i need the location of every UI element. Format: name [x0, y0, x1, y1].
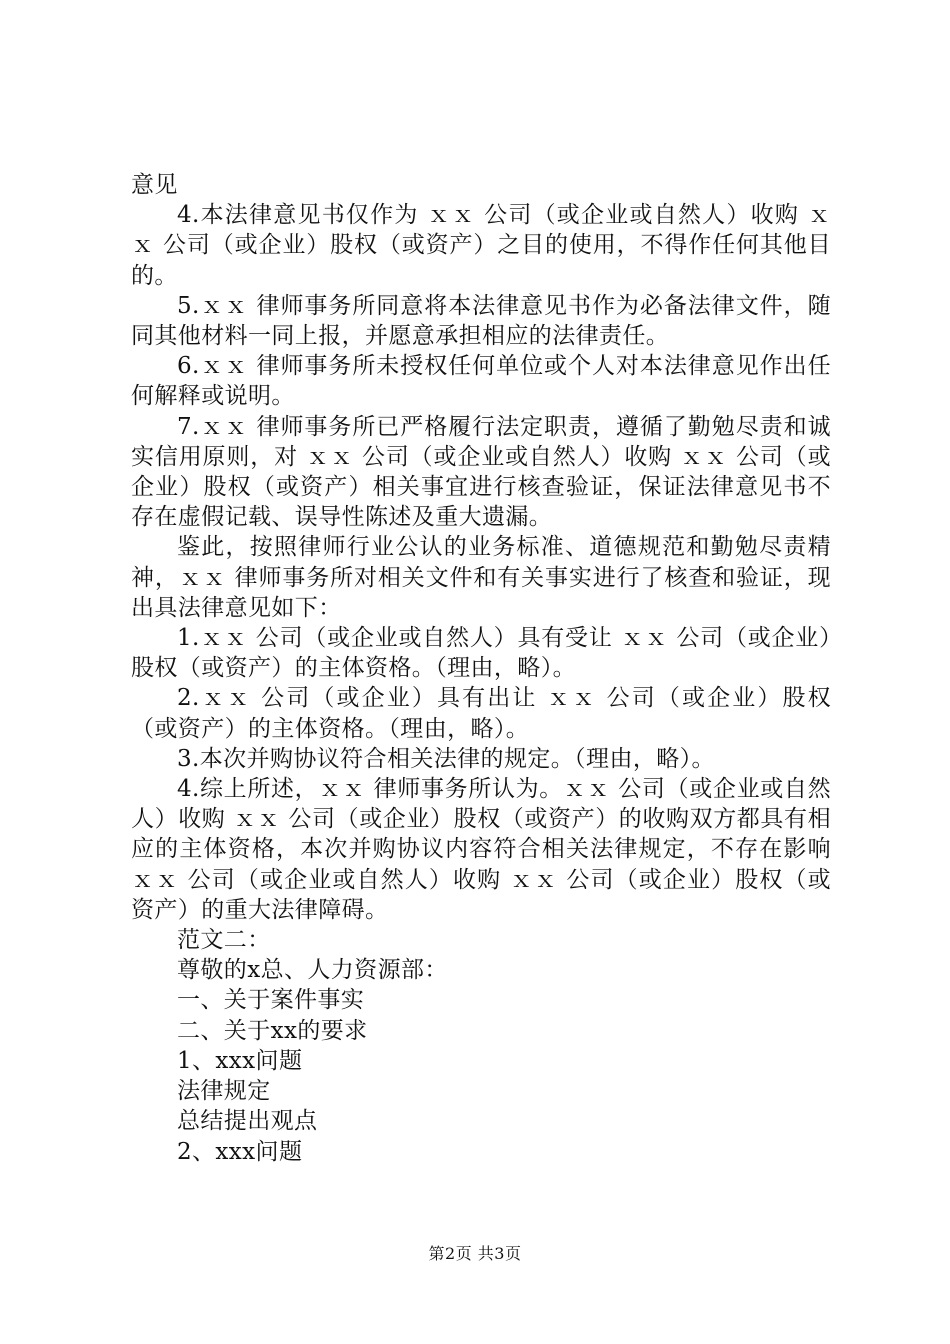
paragraph-continuation: 意见	[131, 172, 178, 198]
paragraph-clause-5: 5.ｘｘ 律师事务所同意将本法律意见书作为必备法律文件，随同其他材料一同上报，并愿意承担相应的法律责任。	[131, 292, 831, 350]
outline-item-requirements: 二、关于xx的要求	[177, 1017, 368, 1044]
paragraph-intro-opinion: 鉴此，按照律师行业公认的业务标准、道德规范和勤勉尽责精神，ｘｘ 律师事务所对相关文件和有关事实进行了核查和验证，现出具法律意见如下：	[131, 534, 831, 621]
outline-item-issue-1: 1、xxx问题	[177, 1047, 303, 1074]
paragraph-opinion-3: 3.本次并购协议符合相关法律的规定。（理由，略）。	[177, 745, 715, 772]
paragraph-opinion-2: 2.ｘｘ 公司（或企业）具有出让 ｘｘ 公司（或企业）股权（或资产）的主体资格。（理由，略）。	[131, 685, 831, 742]
outline-item-facts: 一、关于案件事实	[177, 987, 365, 1014]
page-number-footer: 第2页 共3页	[428, 1244, 522, 1263]
paragraph-opinion-1: 1.ｘｘ 公司（或企业或自然人）具有受让 ｘｘ 公司（或企业）股权（或资产）的主体资格。（理由，略）。	[131, 625, 831, 682]
salutation-line: 尊敬的x总、人力资源部：	[177, 957, 448, 984]
paragraph-clause-6: 6.ｘｘ 律师事务所未授权任何单位或个人对本法律意见作出任何解释或说明。	[131, 353, 831, 410]
outline-item-legal-provisions: 法律规定	[177, 1078, 271, 1105]
outline-item-issue-2: 2、xxx问题	[177, 1138, 303, 1165]
paragraph-clause-4: 4.本法律意见书仅作为 ｘｘ 公司（或企业或自然人）收购 ｘｘ 公司（或企业）股权（或资产）之目的使用，不得作任何其他目的。	[131, 202, 831, 289]
document-body	[131, 170, 831, 1167]
outline-item-summary: 总结提出观点	[177, 1108, 318, 1135]
section-heading-sample-2: 范文二：	[177, 927, 271, 954]
paragraph-opinion-4: 4.综上所述，ｘｘ 律师事务所认为。ｘｘ 公司（或企业或自然人）收购 ｘｘ 公司（或企业）股权（或资产）的收购双方都具有相应的主体资格，本次并购协议内容符合相关法律规定，不存在影响 ｘｘ 公司（或企业或自然人）收购 ｘｘ 公司（或企业）股权（或资产）的重大法律障碍。	[131, 776, 831, 923]
paragraph-clause-7: 7.ｘｘ 律师事务所已严格履行法定职责，遵循了勤勉尽责和诚实信用原则，对 ｘｘ 公司（或企业或自然人）收购 ｘｘ 公司（或企业）股权（或资产）相关事宜进行核查验证，保证法律意见书不存在虚假记载、误导性陈述及重大遗漏。	[131, 413, 831, 531]
